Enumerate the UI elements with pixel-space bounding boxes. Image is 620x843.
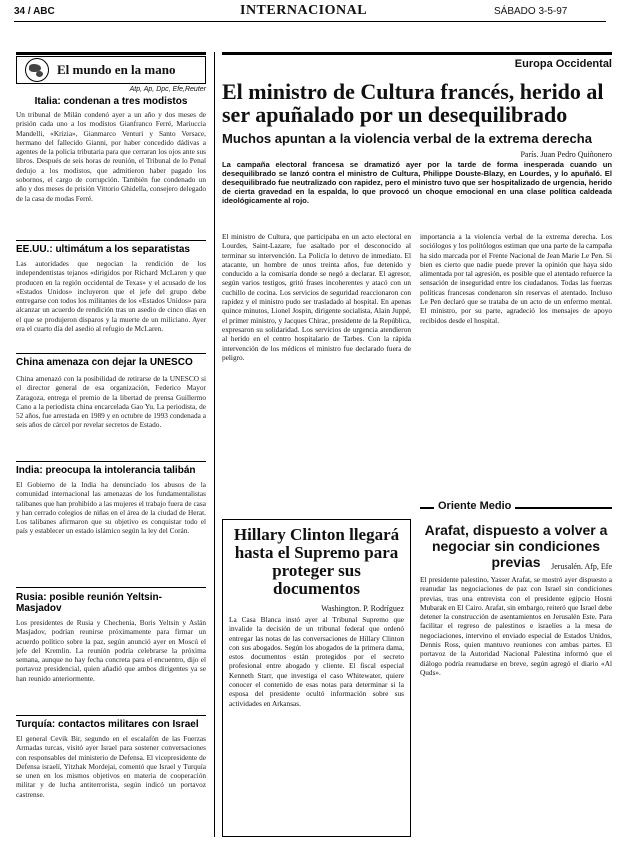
oriente-section-row [420, 500, 612, 516]
sidebar-item-headline: Turquía: contactos militares con Israel [16, 719, 199, 730]
sidebar-item-3 [16, 357, 206, 448]
sidebar-item-headline: EE.UU.: ultimátum a los separatistas [16, 244, 190, 255]
sidebar-item-headline: Italia: condenan a tres modistos [34, 96, 188, 107]
globe-icon [25, 58, 49, 82]
aside-headline: Arafat, dispuesto a volver a negociar sin condiciones previas [424, 522, 608, 570]
page-number: 34 / ABC [14, 6, 55, 17]
sidebar-item-headline: Rusia: posible reunión Yeltsin-Masjadov [16, 592, 162, 614]
main-column-1: El ministro de Cultura, que participaba en un acto electoral en Lourdes, Saint-Lazare, fue asaltado por el desconocido al terminar su intervención. La Policía lo detuvo de inmediato. El atacante, un hombre de unos treinta años, fue detenido y conducido a la comisaría donde se negó a declarar. El agresor, según varios testigos, gritó frases incoherentes y atacó con un cuchillo de cocina. Los servicios de seguridad reaccionaron con rapidez y el ministro pudo ser trasladado al hospital. En apenas quince minutos, Lionel Jospin, dirigente socialista, Alain Juppé, el primer ministro, y Jacques Chirac, presidente de la República, expresaron su solidaridad. Los servicios de urgencia atendieron al herido en el centro hospitalario de Tarbes. Con la rápida intervención de los médicos el ministro fue declarado fuera de peligro. [222, 232, 411, 362]
section-label-row [222, 56, 612, 74]
sidebar-item-body: Las autoridades que negocian la rendición de los independentistas tejanos «dirigidos por Richard McLaren y que producen en la región occidental de Texas» y el acusado de los «Estados Unidos» incluyeron que el jefe del grupo debe entregarse con todos los militantes de los «Estados Unidos» para alcanzar un acuerdo de rendición tras un asedio de cinco días en el que se produjeron disparos y la muerte de un miliciano. Ayer era el cuarto día del asedio al refugio de McLaren. [16, 259, 206, 334]
hillary-headline: Hillary Clinton llegará hasta el Supremo para proteger sus documentos [233, 525, 400, 598]
sidebar-top-rule [16, 52, 206, 55]
main-column-2: importancia a la violencia verbal de la extrema derecha. Los sociólogos y los politólogos estiman que una parte de la campaña ha sido marcada por el Frente Nacional de Jean Marie Le Pen. Si bien es cierto que nadie puede prever la opinión que haya sido alimentada por tal agresión, es posible que el atentado refuerce la sensación de inseguridad entre los ciudadanos. Todas las fuerzas políticas francesas condenaron sin reservas el atentado. Incluso Le Pen declaró que se trataba de un acto de un enfermo mental. El ministro, por su parte, agradeció los mensajes de apoyo recibidos desde el hospital. [420, 232, 612, 325]
section-label: Europa Occidental [514, 58, 612, 70]
header-rule [14, 21, 606, 22]
sidebar-box-title: El mundo en la mano [57, 62, 176, 77]
divider [16, 461, 206, 462]
column-rule [214, 52, 215, 837]
sidebar-item-6 [16, 719, 206, 836]
section-bar [222, 52, 612, 55]
sidebar-item-body: El Gobierno de la India ha denunciado los abusos de la comunidad internacional las amenazas de los fundamentalistas talibanes que han prohibido a las mujeres el trabajo fuera de casa y han cerrado colegios de niñas en el área de la ciudad de Herat. Los talibanes afirmaron que su objetivo es conquistar todo el país y establecer un estado islámico según la ley del Corán. [16, 480, 206, 536]
sidebar-item-2 [16, 244, 206, 343]
divider [16, 715, 206, 716]
sidebar-box-header [16, 56, 206, 84]
divider [16, 240, 206, 241]
aside-byline: Jerusalén. Afp, Efe [551, 562, 612, 571]
sidebar-item-body: Un tribunal de Milán condenó ayer a un año y dos meses de prisión cada uno a los modistos Gianfranco Ferré, Mariuccia Mandelli, «Krizia», Gianmarco Venturi y Santo Versace, hermano del fallecido Gianni, por haber concedido dádivas a agentes de la policía tributaria para que cerraran los ojos ante sus libros. Después de seis horas de reunión, el Tribunal de lo Penal dedujo a los modistos, que admitieron haber pagado los sobornos, el cargo de corrupción. También fue condenado un año y dos meses de prisión Vittorio Ghidella, consejero delegado de la casa de modas Ferré. [16, 110, 206, 203]
sidebar-item-4 [16, 465, 206, 582]
oriente-label: Oriente Medio [434, 500, 515, 512]
agencies-credit: Atp, Ap, Dpc, Efe,Reuter [129, 86, 206, 93]
aside-body: El presidente palestino, Yasser Arafat, se mostró ayer dispuesto a reanudar las negociaciones de paz con Israel sin condiciones previas, tras una entrevista con el presidente egipcio Hosni Mubarak en El Cairo. Arafat, sin embargo, reiteró que Israel debe detener la construcción de asentamientos en Jerusalén Este. Para facilitar el regreso de palestinos e israelíes a la mesa de negociaciones, intervino el enviado especial de Estados Unidos, Dennis Ross, quien mantuvo reuniones con ambas partes. El portavoz de la Autoridad Nacional Palestina informó que el diálogo podría reanudarse en breve, según agregó el diario «Al Quds». [420, 575, 612, 677]
hillary-box [222, 519, 411, 837]
divider [16, 587, 206, 588]
hillary-byline: Washington. P. Rodríguez [321, 604, 404, 613]
issue-date: SÁBADO 3-5-97 [494, 6, 568, 17]
main-byline: París. Juan Pedro Quiñonero [520, 150, 612, 159]
sidebar-item-5 [16, 592, 206, 720]
sidebar-item-body: China amenazó con la posibilidad de retirarse de la UNESCO si el director general de esa organización, Federico Mayor Zaragoza, entrega el premio de la libertad de prensa Guillermo Cano a la periodista china encarcelada Gao Yu. La periodista, de 52 años, fue arrestada en 1989 y en octubre de 1993 condenada a seis años de cárcel por revelar secretos de Estado. [16, 374, 206, 430]
sidebar-item-body: Los presidentes de Rusia y Chechenia, Boris Yeltsin y Aslán Masjadov, podrían reunirse próximamente para firmar un acuerdo político sobre la paz, según anunció ayer en Moscú el jefe del Kremlin. La reunión podría celebrarse la próxima semana, aunque no hay fecha concreta para el encuentro, dijo el portavoz presidencial, quien añadió que ambos dirigentes ya se han reunido anteriormente. [16, 618, 206, 683]
sidebar-item-headline: India: preocupa la intolerancia talibán [16, 465, 196, 476]
hillary-body: La Casa Blanca instó ayer al Tribunal Supremo que invalide la decisión de un tribunal federal que ordenó entregar las notas de las conversaciones de Hillary Clinton con sus abogados. Según los abogados de la primera dama, estos documentos están protegidos por el secreto profesional entre abogado y cliente. El fiscal especial Kenneth Starr, que investiga el caso Whitewater, quiere conocer el contenido de esas notas para determinar si la esposa del presidente ocultó información sobre sus actividades en Arkansas. [229, 615, 404, 708]
main-lead: La campaña electoral francesa se dramatizó ayer por la tarde de forma inesperada cuando un desequilibrado se lanzó contra el ministro de Cultura, Philippe Douste-Blazy, en Lourdes, y lo apuñaló. El desequilibrado fue neutralizado con rapidez, pero el ministro tuvo que ser hospitalizado de urgencia, herido de cierta gravedad en la espalda, lo que provocó un choque emocional en una clase política caldeada ideológicamente al rojo. [222, 160, 612, 205]
main-headline: El ministro de Cultura francés, herido al ser apuñalado por un desequilibrado [222, 79, 604, 127]
sidebar-item-body: El general Cevik Bir, segundo en el escalafón de las Fuerzas Armadas turcas, visitó ayer Israel para sostener conversaciones con responsables del ministerio de Defensa. El vicepresidente de Defensa israelí, Yitzhak Mordejai, comentó que Israel y Turquía se unen en los mismos objetivos en materia de cooperación militar y de lucha antiterrorista, según indicó un portavoz castrense. [16, 734, 206, 799]
divider [16, 353, 206, 354]
section-title: INTERNACIONAL [240, 3, 368, 18]
main-subhead: Muchos apuntan a la violencia verbal de la extrema derecha [222, 131, 592, 146]
sidebar-item-1 [16, 96, 206, 240]
sidebar-item-headline: China amenaza con dejar la UNESCO [16, 357, 193, 368]
